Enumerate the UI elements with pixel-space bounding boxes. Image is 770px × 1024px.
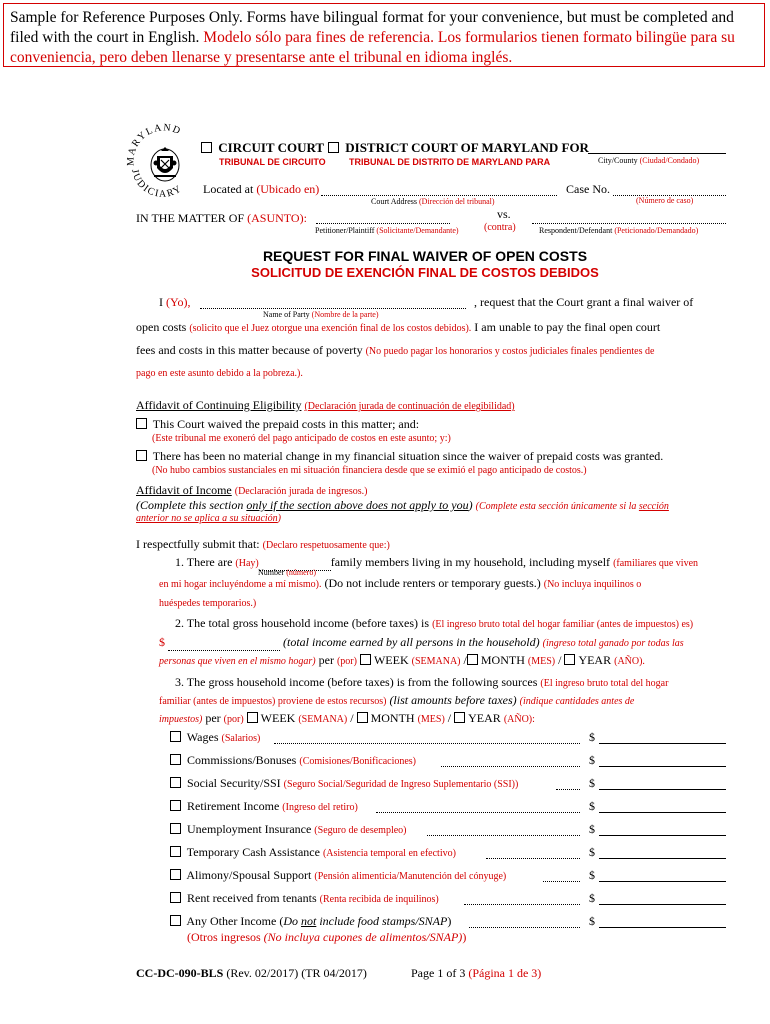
unemployment-amount-field[interactable] (599, 835, 726, 836)
source-row-rent: Rent received from tenants (Renta recibida de inquilinos) (170, 891, 439, 906)
intro-open-costs: open costs (solicito que el Juez otorgue una exención final de los costos debidos). I am unable to pay the final open court (136, 320, 661, 334)
form-title: REQUEST FOR FINAL WAIVER OF OPEN COSTS (262, 248, 588, 264)
dollar-sign: $ (589, 891, 595, 905)
commissions-amount-field[interactable] (599, 766, 726, 767)
continuing-item2-es: (No hubo cambios sustanciales en mi situación financiera desde que se eximió el pago anticipado de costos.) (152, 465, 587, 476)
q1-line: 1. There are (Hay) family members living in my household, including myself (familiares que viven (175, 555, 699, 569)
continuing-item1: This Court waived the prepaid costs in this matter; and: (136, 417, 419, 432)
dollar-sign: $ (589, 753, 595, 767)
source-row-retirement: Retirement Income (Ingreso del retiro) (170, 799, 358, 814)
unemployment-checkbox[interactable] (170, 823, 181, 834)
other-leader (469, 927, 580, 928)
city-county-field[interactable] (588, 153, 726, 154)
seal-emblem-icon (151, 147, 179, 181)
footer-page: Page 1 of 3 (Página 1 de 3) (411, 966, 542, 980)
rent-checkbox[interactable] (170, 892, 181, 903)
source-row-commissions: Commissions/Bonuses (Comisiones/Bonificaciones) (170, 753, 416, 768)
q2-year-checkbox[interactable] (564, 654, 575, 665)
source-row-other: Any Other Income (Do not include food stamps/SNAP) (170, 914, 451, 929)
district-court-checkbox[interactable] (328, 142, 339, 153)
circuit-court-es: TRIBUNAL DE CIRCUITO (219, 157, 326, 167)
located-at-label: Located at (Ubicado en) (203, 182, 320, 196)
q2-line2: $ (total income earned by all persons in the household) (ingreso total ganado por todas las (159, 635, 684, 649)
vs-label: vs. (497, 207, 511, 221)
district-court-es: TRIBUNAL DE DISTRITO DE MARYLAND PARA (349, 157, 551, 167)
dollar-sign: $ (589, 868, 595, 882)
petitioner-caption: Petitioner/Plaintiff (Solicitante/Demandante) (315, 226, 459, 235)
dollar-sign: $ (589, 730, 595, 744)
dollar-sign: $ (589, 845, 595, 859)
dollar-sign: $ (589, 799, 595, 813)
district-court-label: DISTRICT COURT OF MARYLAND FOR (345, 140, 589, 155)
other-amount-field[interactable] (599, 927, 726, 928)
retirement-amount-field[interactable] (599, 812, 726, 813)
rent-leader (464, 904, 580, 905)
alimony-leader (543, 881, 580, 882)
case-no-es: (Número de caso) (636, 196, 694, 205)
continuing-item1-es: (Este tribunal me exoneró del pago anticipado de costos en este asunto; y:) (152, 433, 451, 444)
income-instruction-es: anterior no se aplica a su situación) (136, 513, 282, 524)
social-security-amount-field[interactable] (599, 789, 726, 790)
petitioner-field[interactable] (316, 223, 450, 224)
income-instruction: (Complete this section only if the section above does not apply to you) (Complete esta sección únicamente si la sección (136, 498, 669, 512)
income-heading: Affidavit of Income (Declaración jurada de ingresos.) (136, 483, 368, 497)
notice-spanish: Modelo sólo para fines de referencia. Los formularios tienen formato bilingüe para su conveniencia, pero deben llenarse y presentarse ante el tribunal en idioma inglés. (10, 29, 735, 66)
form-title-es: SOLICITUD DE EXENCIÓN FINAL DE COSTOS DEBIDOS (251, 265, 599, 280)
seal-top-text: MARYLAND (125, 122, 184, 167)
alimony-amount-field[interactable] (599, 881, 726, 882)
reference-notice (3, 3, 765, 67)
other-income-es: (Otros ingresos (No incluya cupones de alimentos/SNAP)) (187, 930, 467, 944)
temporary-cash-leader (486, 858, 580, 859)
temporary-cash-checkbox[interactable] (170, 846, 181, 857)
no-change-checkbox[interactable] (136, 450, 147, 461)
other-income-checkbox[interactable] (170, 915, 181, 926)
respondent-field[interactable] (532, 223, 726, 224)
circuit-court-option (201, 140, 324, 156)
q2-line3: personas que viven en el mismo hogar) per (por) WEEK (SEMANA) / MONTH (MES) / YEAR (AÑO). (159, 653, 645, 667)
q3-line3: impuestos) per (por) WEEK (SEMANA) / MONTH (MES) / YEAR (AÑO): (159, 711, 535, 725)
source-row-alimony: Alimony/Spousal Support (Pensión alimenticia/Manutención del cónyuge) (170, 868, 506, 883)
party-name-field[interactable] (200, 308, 466, 309)
submit-lead: I respectfully submit that: (Declaro respetuosamente que:) (136, 537, 390, 551)
social-security-leader (556, 789, 580, 790)
unemployment-leader (427, 835, 580, 836)
court-address-field[interactable] (321, 195, 557, 196)
rent-amount-field[interactable] (599, 904, 726, 905)
contra-label: (contra) (484, 222, 516, 233)
respondent-caption: Respondent/Defendant (Peticionado/Demandado) (539, 226, 699, 235)
source-row-unemployment: Unemployment Insurance (Seguro de desempleo) (170, 822, 407, 837)
notice-english: Sample for Reference Purposes Only. Forms have bilingual format for your convenience, but must be completed and filed with the court in English. (10, 9, 734, 46)
name-of-party-caption: Name of Party (Nombre de la parte) (263, 310, 379, 319)
number-caption: Number (número) (258, 568, 316, 577)
dollar-sign: $ (589, 822, 595, 836)
alimony-checkbox[interactable] (170, 869, 181, 880)
temporary-cash-amount-field[interactable] (599, 858, 726, 859)
maryland-judiciary-seal (120, 118, 206, 204)
footer-form-id: CC-DC-090-BLS (Rev. 02/2017) (TR 04/2017) (136, 966, 367, 980)
case-no-label: Case No. (566, 182, 610, 196)
retirement-checkbox[interactable] (170, 800, 181, 811)
commissions-checkbox[interactable] (170, 754, 181, 765)
intro-fees-es2: pago en este asunto debido a la pobreza.). (136, 368, 303, 379)
circuit-court-checkbox[interactable] (201, 142, 212, 153)
dollar-sign: $ (589, 776, 595, 790)
wages-amount-field[interactable] (599, 743, 726, 744)
total-income-field[interactable] (168, 635, 280, 651)
retirement-leader (376, 812, 580, 813)
continuing-item2: There has been no material change in my financial situation since the waiver of prepaid costs was granted. (136, 449, 663, 464)
intro-request: , request that the Court grant a final waiver of (474, 295, 694, 309)
commissions-leader (441, 766, 580, 767)
intro-fees: fees and costs in this matter because of poverty (No puedo pagar los honorarios y costos judiciales finales pendientes de (136, 343, 655, 357)
q1-line2: en mi hogar incluyéndome a mí mismo). (Do not include renters or temporary guests.) (No incluya inquilinos o (159, 576, 642, 590)
matter-of-label: IN THE MATTER OF (ASUNTO): (136, 211, 307, 225)
q1-line3: huéspedes temporarios.) (159, 598, 257, 609)
continuing-heading: Affidavit of Continuing Eligibility (Declaración jurada de continuación de elegibilidad) (136, 398, 515, 412)
dollar-sign: $ (589, 914, 595, 928)
court-address-caption: Court Address (Dirección del tribunal) (371, 197, 495, 206)
q2-week-checkbox[interactable] (360, 654, 371, 665)
source-row-temporary-cash: Temporary Cash Assistance (Asistencia temporal en efectivo) (170, 845, 456, 860)
wages-leader (274, 743, 580, 744)
source-row-social-security: Social Security/SSI (Seguro Social/Seguridad de Ingreso Suplementario (SSI)) (170, 776, 518, 791)
social-security-checkbox[interactable] (170, 777, 181, 788)
wages-checkbox[interactable] (170, 731, 181, 742)
q2-line: 2. The total gross household income (before taxes) is (El ingreso bruto total del hogar familiar (antes de impuestos) es) (175, 616, 694, 630)
city-county-label: City/County (Ciudad/Condado) (598, 156, 700, 165)
q3-line2: familiar (antes de impuestos) proviene de estos recursos) (list amounts before taxes) (indique cantidades antes de (159, 693, 635, 707)
q2-month-checkbox[interactable] (467, 654, 478, 665)
district-court-option (328, 140, 589, 156)
circuit-court-label: CIRCUIT COURT (218, 140, 325, 155)
seal-bottom-text: JUDICIARY (128, 168, 185, 200)
q3-year-checkbox[interactable] (454, 712, 465, 723)
q3-line: 3. The gross household income (before taxes) is from the following sources (El ingreso bruto total del hogar (175, 675, 669, 689)
q3-month-checkbox[interactable] (357, 712, 368, 723)
waived-prepaid-checkbox[interactable] (136, 418, 147, 429)
intro-i: I (Yo), (159, 295, 191, 309)
source-row-wages: Wages (Salarios) (170, 730, 260, 745)
q3-week-checkbox[interactable] (247, 712, 258, 723)
